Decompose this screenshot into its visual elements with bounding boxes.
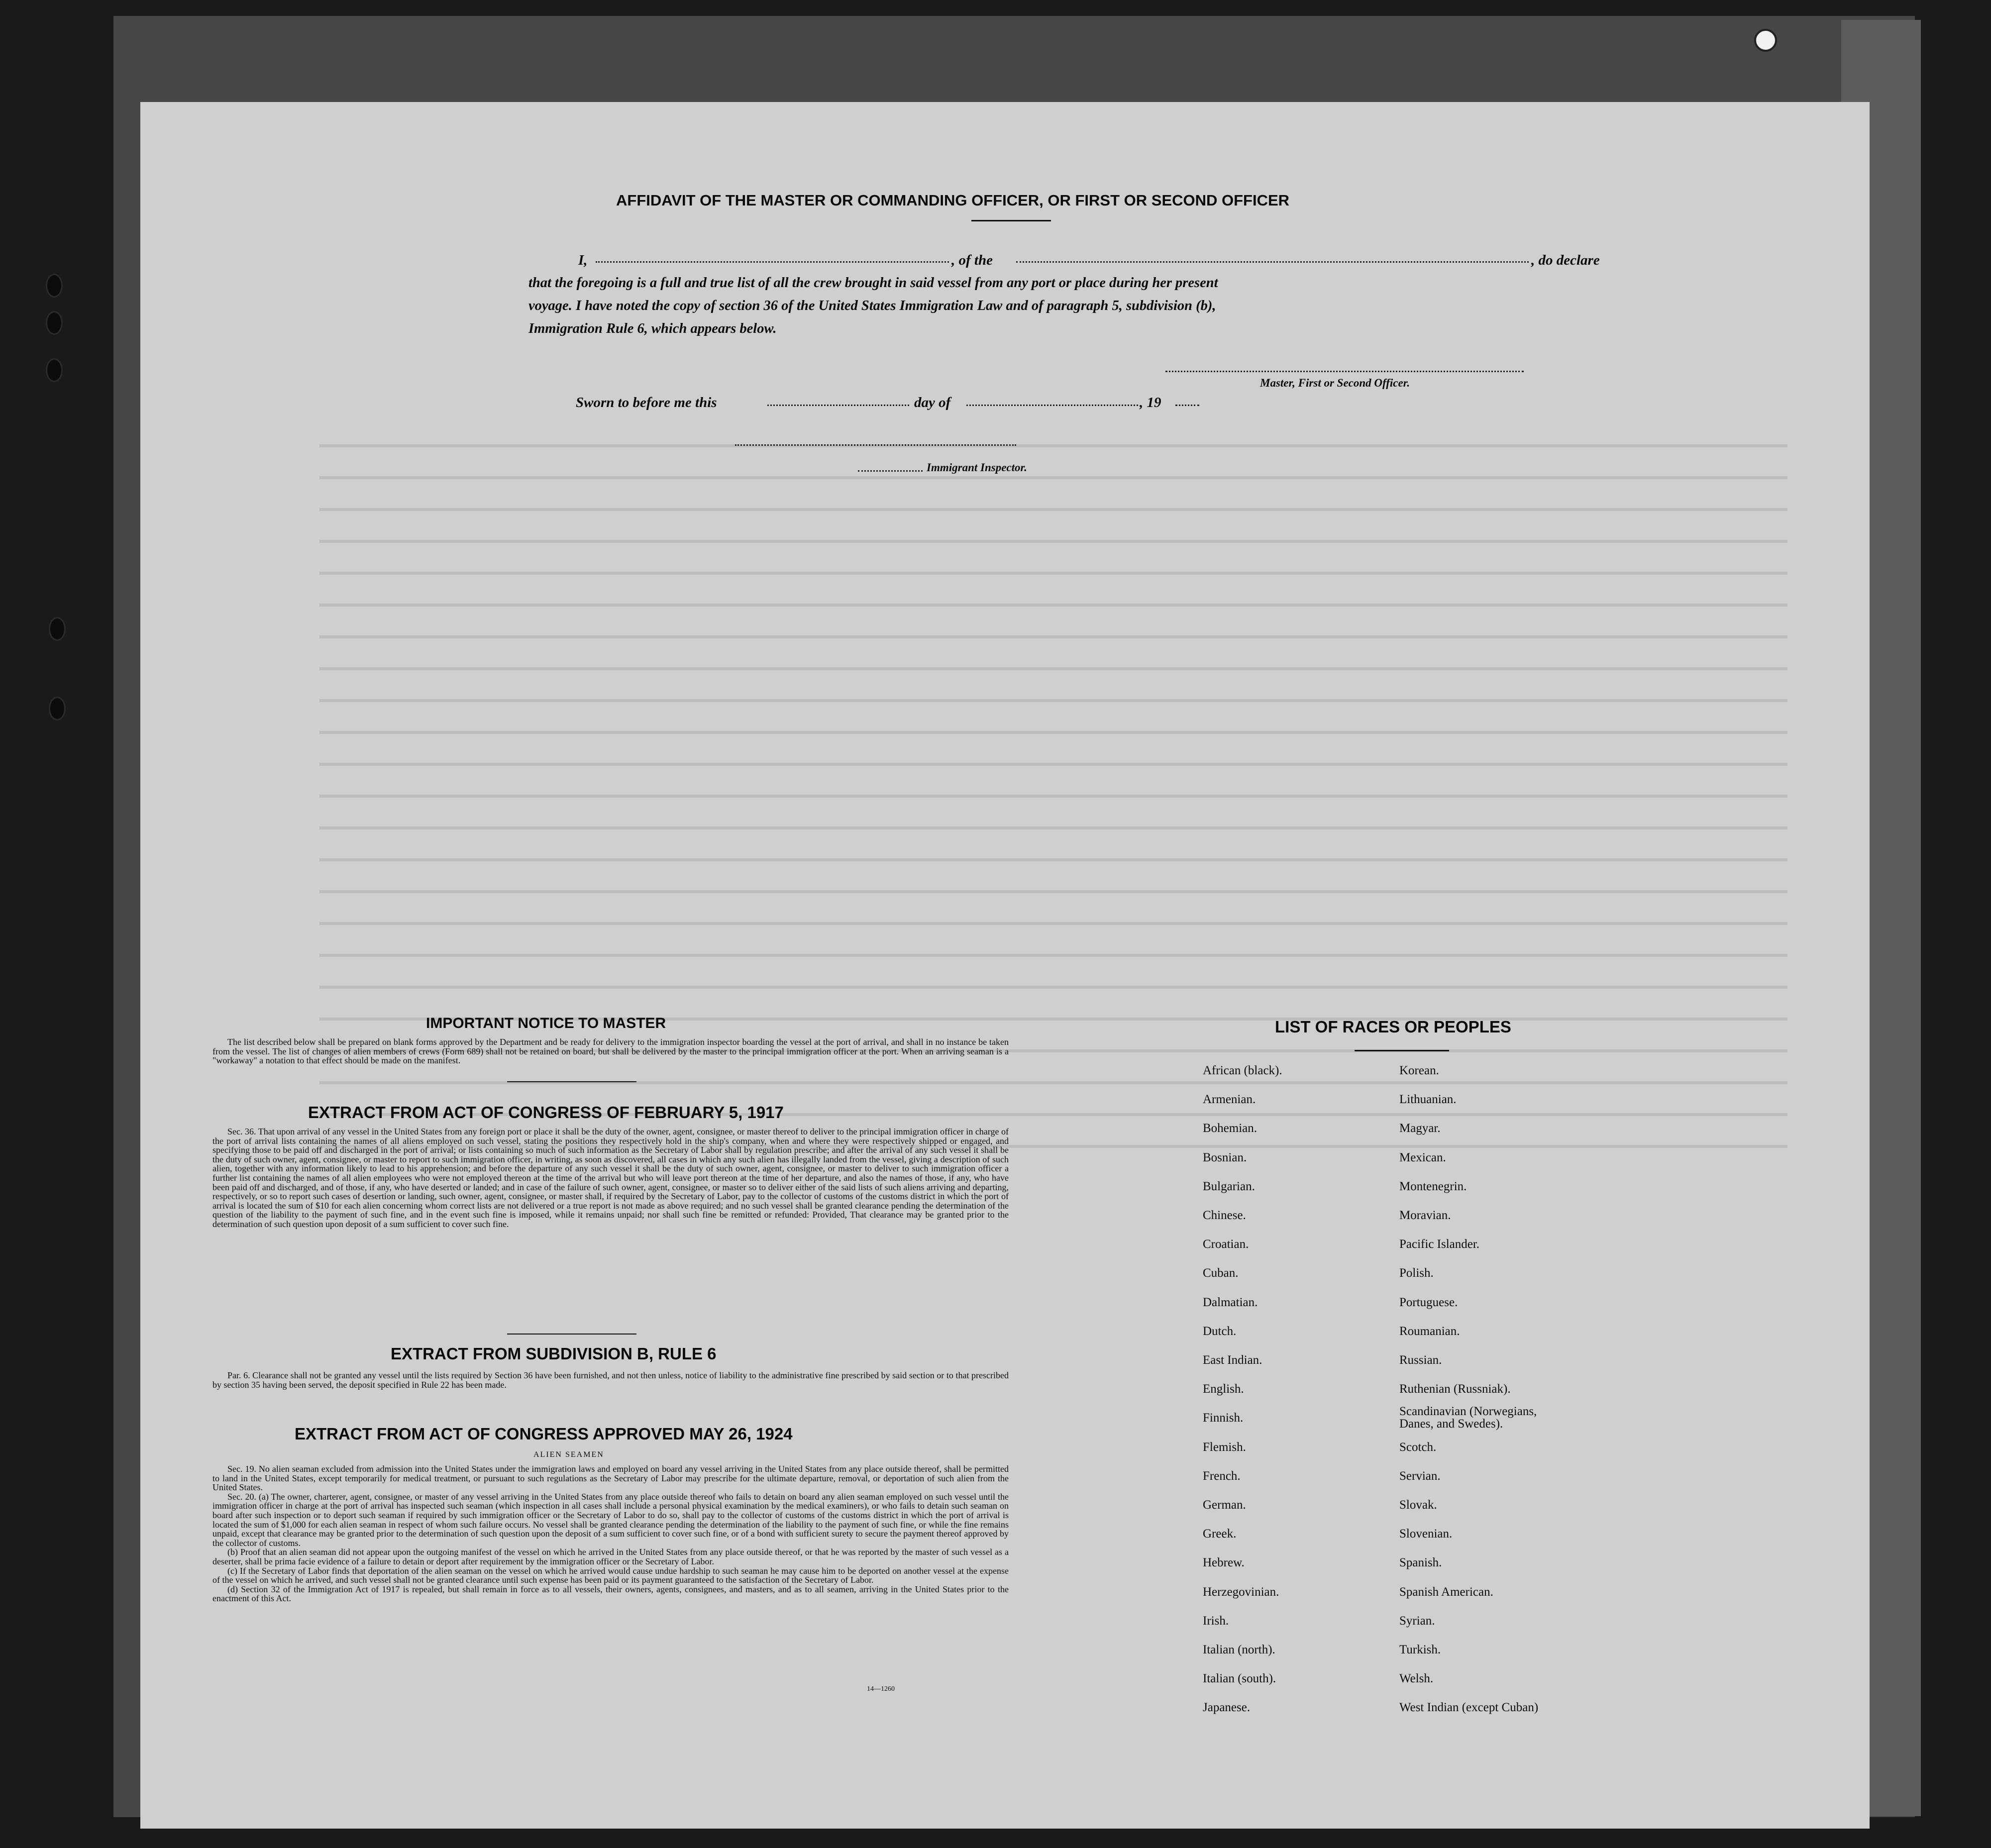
race-item: French. — [1203, 1469, 1241, 1483]
race-item: Italian (south). — [1203, 1672, 1276, 1686]
inspector-signature-field[interactable] — [735, 444, 1016, 446]
rule6-title: EXTRACT FROM SUBDIVISION B, RULE 6 — [391, 1344, 717, 1363]
notice-rule — [507, 1081, 636, 1082]
race-item: Herzegovinian. — [1203, 1585, 1279, 1599]
binder-hole — [46, 358, 63, 382]
notice-text: The list described below shall be prepared on blank forms approved by the Department and be ready for delivery to the immigration inspector boarding the vessel at the port of arrival, and shall in no instance be taken from the vessel. The list of changes of alien members of crews (Form 689) shall not be retained on board, but shall be delivered by the master to the principal immigration officer at the port. When an arriving seaman is a "workaway" a notation to that effect should be made on the manifest. — [212, 1037, 1009, 1066]
race-item: Lithuanian. — [1399, 1093, 1457, 1107]
races-rule — [1355, 1050, 1449, 1051]
race-item: Scandinavian (Norwegians, Danes, and Swedes). — [1399, 1405, 1537, 1431]
race-item: Hebrew. — [1203, 1556, 1245, 1570]
race-item: Spanish. — [1399, 1556, 1442, 1570]
race-item: Welsh. — [1399, 1672, 1434, 1686]
extract-1917-title: EXTRACT FROM ACT OF CONGRESS OF FEBRUARY 5, 1917 — [308, 1103, 784, 1122]
sworn-label: Sworn to before me this — [576, 395, 717, 411]
races-title: LIST OF RACES OR PEOPLES — [1275, 1018, 1511, 1036]
race-item: Flemish. — [1203, 1440, 1246, 1454]
extract-1924-block — [212, 1464, 1009, 1603]
race-item: Roumanian. — [1399, 1324, 1460, 1338]
extract-1924-para: (c) If the Secretary of Labor finds that deportation of the alien seaman on the vessel on which he arrived would cause undue hardship to such seaman he may cause him to be deported on another vessel at the expense of the vessel on which he arrived, and such vessel shall not be granted clearance until such expense has been paid or its payment guaranteed to the satisfaction of the Secretary of Labor. — [212, 1565, 1009, 1585]
affidavit-sheet — [140, 102, 1870, 1829]
affidavit-line-2: that the foregoing is a full and true list of all the crew brought in said vessel from any port or place during her present — [528, 275, 1218, 291]
extract-1924-para: Sec. 19. No alien seaman excluded from admission into the United States under the immigration laws and employed on board any vessel arriving in the United States from any place outside thereof, shall be permitted to land in the United States, except temporarily for medical treatment, or pursuant to such regulations as the Secretary of Labor may prescribe for the ultimate departure, removal, or deportation of such alien from the United States. — [212, 1464, 1009, 1493]
inspector-dotted-lead — [858, 470, 923, 472]
punch-hole — [1754, 29, 1777, 52]
of-the-label: , of the — [951, 252, 993, 268]
affidavit-line-3: voyage. I have noted the copy of section 36 of the United States Immigration Law and of paragraph 5, subdivision (b), — [528, 298, 1216, 313]
extract-1924-para: (b) Proof that an alien seaman did not appear upon the outgoing manifest of the vessel on which he arrived in the United States from any place outside thereof, or that he was reported by the master of such vessel as a deserter, shall be prima facie evidence of a failure to detain or deport after requirement by the immigration officer or the Secretary of Labor. — [212, 1547, 1009, 1566]
race-item: Bohemian. — [1203, 1122, 1257, 1135]
race-item: Dutch. — [1203, 1324, 1237, 1338]
sworn-day-field[interactable] — [767, 405, 909, 406]
race-item: Turkish. — [1399, 1643, 1441, 1656]
extract-1917-rule — [507, 1334, 636, 1335]
race-item: Slovenian. — [1399, 1527, 1453, 1541]
affidavit-line-4: Immigration Rule 6, which appears below. — [528, 321, 777, 336]
extract-1924-para: (d) Section 32 of the Immigration Act of 1917 is repealed, but shall remain in force as to all vessels, their owners, agents, consignees, and masters, and as to all seamen, arriving in the United States prior to the enactment of this Act. — [212, 1584, 1009, 1604]
race-item: African (black). — [1203, 1064, 1282, 1077]
race-item: Chinese. — [1203, 1209, 1246, 1222]
sworn-year-field[interactable] — [1175, 405, 1199, 406]
race-item: Pacific Islander. — [1399, 1237, 1480, 1251]
race-item: German. — [1203, 1498, 1246, 1512]
race-item: Slovak. — [1399, 1498, 1437, 1512]
race-item: Portuguese. — [1399, 1295, 1458, 1309]
race-item: Armenian. — [1203, 1093, 1256, 1107]
declarant-prefix: I, — [578, 252, 588, 268]
race-item: Croatian. — [1203, 1237, 1249, 1251]
extract-1924-title: EXTRACT FROM ACT OF CONGRESS APPROVED MAY 26, 1924 — [295, 1425, 793, 1443]
race-item: Dalmatian. — [1203, 1295, 1258, 1309]
race-item: Korean. — [1399, 1064, 1439, 1077]
alien-seamen-subtitle: ALIEN SEAMEN — [533, 1450, 604, 1459]
race-item: Bulgarian. — [1203, 1179, 1255, 1193]
race-item: English. — [1203, 1382, 1244, 1396]
master-signature-label: Master, First or Second Officer. — [1260, 377, 1410, 389]
master-signature-field[interactable] — [1165, 371, 1524, 372]
do-declare-label: , do declare — [1531, 252, 1600, 268]
extract-1917-block — [212, 1127, 1009, 1229]
rule6-text: Par. 6. Clearance shall not be granted any vessel until the lists required by Section 36 have been furnished, and not then unless, notice of liability to the administrative fine prescribed by said section or to that prescribed by section 35 having been served, the deposit specified in Rule 22 has been made. — [212, 1370, 1009, 1390]
race-item: Magyar. — [1399, 1122, 1441, 1135]
race-item: Polish. — [1399, 1266, 1434, 1280]
race-item: East Indian. — [1203, 1353, 1262, 1367]
vessel-name-field[interactable] — [1016, 261, 1529, 263]
binder-hole — [46, 311, 63, 335]
race-item: Irish. — [1203, 1614, 1229, 1628]
declarant-name-field[interactable] — [596, 261, 949, 263]
inspector-label: Immigrant Inspector. — [927, 461, 1027, 474]
race-item: Moravian. — [1399, 1209, 1451, 1222]
race-item: Servian. — [1399, 1469, 1441, 1483]
notice-title: IMPORTANT NOTICE TO MASTER — [426, 1015, 666, 1031]
race-item: Syrian. — [1399, 1614, 1435, 1628]
race-item: Bosnian. — [1203, 1150, 1247, 1164]
form-number: 14—1260 — [867, 1685, 895, 1693]
day-of-label: day of — [914, 395, 951, 411]
title-rule — [971, 220, 1051, 221]
race-item: Spanish American. — [1399, 1585, 1493, 1599]
race-item: Japanese. — [1203, 1701, 1251, 1715]
binder-hole — [49, 697, 66, 720]
notice-text-block — [212, 1037, 1009, 1065]
race-item: Finnish. — [1203, 1411, 1244, 1425]
race-item: Italian (north). — [1203, 1643, 1275, 1656]
sworn-year-label: , 19 — [1140, 395, 1161, 411]
extract-1917-text: Sec. 36. That upon arrival of any vessel in the United States from any foreign port or place it shall be the duty of the owner, agent, consignee, or master thereof to deliver to the principal immigration officer in charge of the port of arrival lists containing the names of all aliens employed on such vessel, stating the positions they respectively hold in the ship's company, when and where they were respectively shipped or engaged, and specifying those to be paid off and discharged in the port of arrival; or lists containing so much of such information as the Secretary of Labor shall by regulation prescribe; and after the arrival of any such vessel it shall be the duty of such owner, agent, consignee, or master to report to such immigration officer, in writing, as soon as discovered, all cases in which any such alien has illegally landed from the vessel, giving a description of such alien, together with any information likely to lead to his apprehension; and before the departure of any such vessel it shall be the duty of such owner, agent, consignee, or master to deliver to such immigration officer a further list containing the names of all alien employees who were not employed thereon at the time of the arrival but who will leave port thereon at the time of her departure, and also the names of those, if any, who have been paid off and discharged, and of those, if any, who have deserted or landed; and in case of the failure of such owner, agent, consignee, or master so to deliver either of the said lists of such aliens arriving and departing, respectively, or so to report such cases of desertion or landing, such owner, agent, consignee, or master shall, if required by the Secretary of Labor, pay to the collector of customs of the customs district in which the port of arrival is located the sum of $10 for each alien concerning whom correct lists are not delivered or a true report is not made as above required; and no such vessel shall be granted clearance pending the determination of the question of the liability to the payment of such fine, and in the event such fine is imposed, while it remains unpaid; nor shall such fine be remitted or refunded: Provided, That clearance may be granted prior to the determination of such question upon deposit of a sum sufficient to cover such fine. — [212, 1127, 1009, 1229]
race-item: Cuban. — [1203, 1266, 1239, 1280]
rule6-block — [212, 1371, 1009, 1389]
binder-hole — [46, 274, 63, 298]
race-item: Ruthenian (Russniak). — [1399, 1382, 1511, 1396]
binder-hole — [49, 617, 66, 641]
sworn-month-field[interactable] — [966, 405, 1138, 406]
race-item: Russian. — [1399, 1353, 1442, 1367]
race-item: Mexican. — [1399, 1150, 1446, 1164]
race-item: Montenegrin. — [1399, 1179, 1467, 1193]
affidavit-title: AFFIDAVIT OF THE MASTER OR COMMANDING OFFICER, OR FIRST OR SECOND OFFICER — [616, 192, 1290, 209]
race-item: Scotch. — [1399, 1440, 1437, 1454]
race-item: West Indian (except Cuban) — [1399, 1701, 1539, 1715]
race-item: Greek. — [1203, 1527, 1237, 1541]
extract-1924-para: Sec. 20. (a) The owner, charterer, agent, consignee, or master of any vessel arriving in the United States from any place outside thereof who fails to detain on board any alien seaman employed on such vessel until the immigration officer in charge at the port of arrival has inspected such seaman (which inspection in all cases shall include a personal physical examination by the medical examiners), or who fails to detain such seaman on board after such inspection or to deport such seaman if required by such immigration officer or the Secretary of Labor to do so, shall pay to the collector of customs of the customs district in which the port of arrival is located the sum of $1,000 for each alien seaman in respect of whom such failure occurs. No vessel shall be granted clearance pending the determination of the liability to the payment of such fine, or while the fine remains unpaid, except that clearance may be granted prior to the determination of such question upon the deposit of a sum sufficient to cover such fine, or of a bond with sufficient surety to secure the payment thereof approved by the collector of customs. — [212, 1491, 1009, 1548]
